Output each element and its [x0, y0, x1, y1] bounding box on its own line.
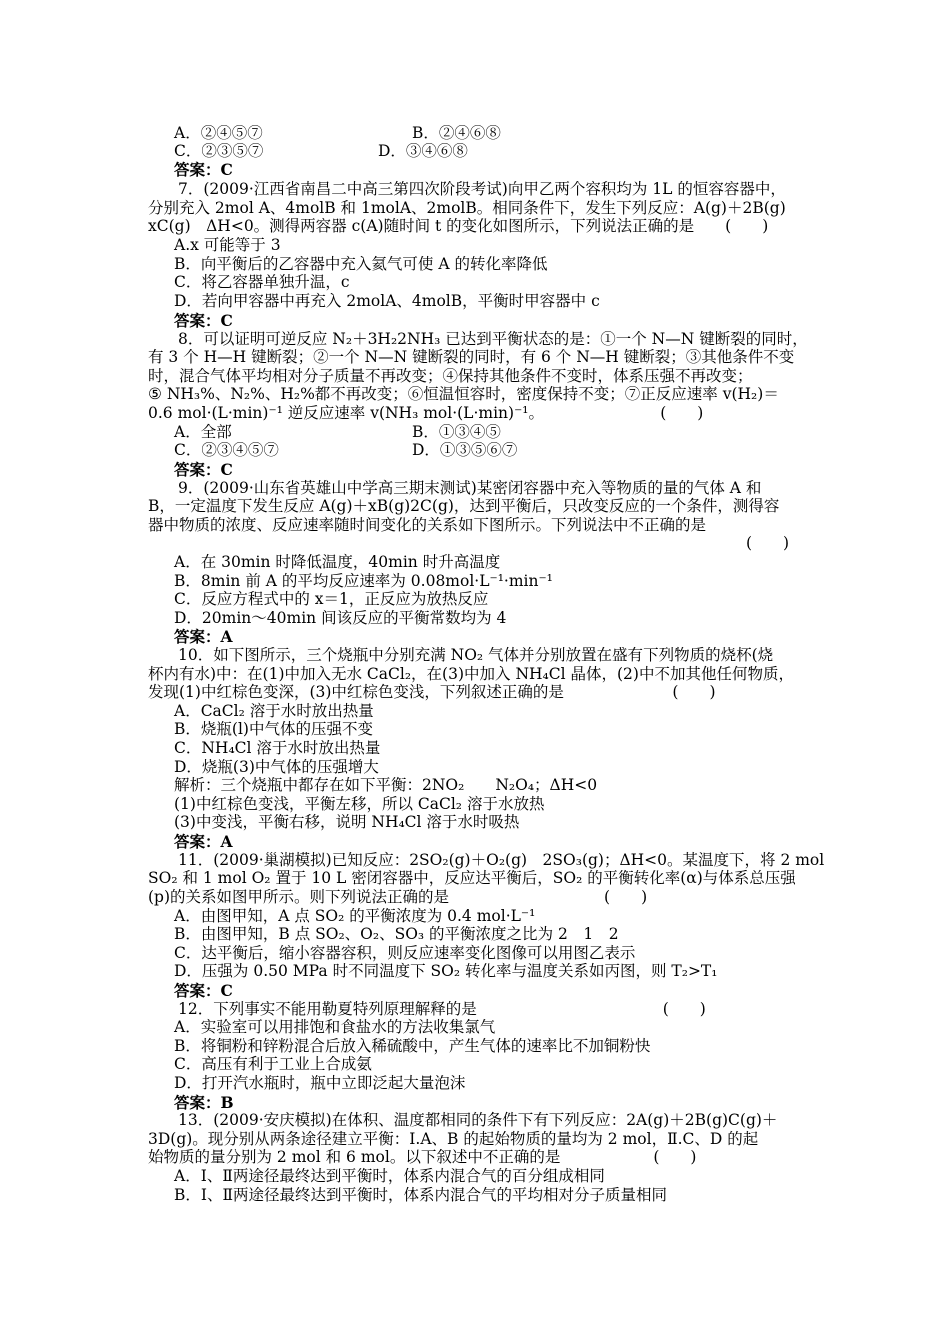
question-9-line: 器中物质的浓度、反应速率随时间变化的关系如下图所示。下列说法中不正确的是 — [148, 516, 707, 534]
option-line: A．在 30min 时降低温度，40min 时升高温度 — [174, 553, 501, 571]
question-7-line: xC(g) ΔH<0。测得两容器 c(A)随时间 t 的变化如图所示，下列说法正确的是 ( ) — [148, 217, 769, 235]
option-a: A．全部 — [174, 423, 232, 441]
question-11-line: (p)的关系如图甲所示。则下列说法正确的是 ( ) — [148, 888, 648, 906]
option-line: B．Ⅰ、Ⅱ两途径最终达到平衡时，体系内混合气的平均相对分子质量相同 — [174, 1186, 668, 1204]
question-13-line: 13．(2009·安庆模拟)在体积、温度都相同的条件下有下列反应：2A(g)＋2B(g)C(g)＋ — [178, 1111, 778, 1129]
question-8-line: ⑤ NH₃%、N₂%、H₂%都不再改变；⑥恒温恒容时，密度保持不变；⑦正反应速率 v(H₂)＝ — [148, 385, 779, 403]
answer-paren: ( ) — [746, 534, 790, 552]
option-line: B．将铜粉和锌粉混合后放入稀硫酸中，产生气体的速率比不加铜粉快 — [174, 1037, 651, 1055]
option-row — [174, 441, 800, 460]
option-c: C．②③⑤⑦ — [174, 142, 264, 160]
analysis-line: 解析：三个烧瓶中都存在如下平衡：2NO₂ N₂O₄；ΔH<0 — [174, 776, 598, 794]
analysis-line: (3)中变浅，平衡右移，说明 NH₄Cl 溶于水时吸热 — [174, 813, 520, 831]
question-9-line: B，一定温度下发生反应 A(g)＋xB(g)2C(g)，达到平衡后，只改变反应的一个条件，测得容 — [148, 497, 780, 515]
question-10-line: 发现(1)中红棕色变深，(3)中红棕色变浅，下列叙述正确的是 ( ) — [148, 683, 716, 701]
option-b: B．①③④⑤ — [412, 423, 501, 441]
answer-line: 答案：A — [174, 627, 233, 646]
option-line: D．打开汽水瓶时，瓶中立即泛起大量泡沫 — [174, 1074, 466, 1092]
question-13-line: 3D(g)。现分别从两条途径建立平衡：Ⅰ.A、B 的起始物质的量均为 2 mol，Ⅱ.C、D 的起 — [148, 1130, 759, 1148]
option-line: A．由图甲知，A 点 SO₂ 的平衡浓度为 0.4 mol·L⁻¹ — [174, 907, 536, 925]
question-9-line: 9．(2009·山东省英雄山中学高三期末测试)某密闭容器中充入等物质的量的气体 A 和 — [178, 479, 762, 497]
answer-line: 答案：B — [174, 1093, 234, 1112]
question-7-line: 分别充入 2mol A、4molB 和 1molA、2molB。相同条件下，发生下列反应：A(g)＋2B(g) — [148, 199, 786, 217]
question-12-line: 12．下列事实不能用勒夏特列原理解释的是 ( ) — [178, 1000, 706, 1018]
question-8-line: 时，混合气体平均相对分子质量不再改变；④保持其他条件不变时，体系压强不再改变； — [148, 367, 753, 385]
option-d: D．①③⑤⑥⑦ — [412, 441, 518, 459]
option-line: A．实验室可以用排饱和食盐水的方法收集氯气 — [174, 1018, 496, 1036]
option-line: B．8min 前 A 的平均反应速率为 0.08mol·L⁻¹·min⁻¹ — [174, 572, 553, 590]
question-7-line: 7．(2009·江西省南昌二中高三第四次阶段考试)向甲乙两个容积均为 1L 的恒容容器中， — [178, 180, 786, 198]
option-line: D．20min～40min 间该反应的平衡常数均为 4 — [174, 609, 507, 627]
option-line: D．压强为 0.50 MPa 时不同温度下 SO₂ 转化率与温度关系如丙图，则 T₂>T₁ — [174, 962, 718, 980]
option-line: C．NH₄Cl 溶于水时放出热量 — [174, 739, 381, 757]
analysis-line: (1)中红棕色变浅，平衡左移，所以 CaCl₂ 溶于水放热 — [174, 795, 545, 813]
question-10-line: 杯内有水)中：在(1)中加入无水 CaCl₂，在(3)中加入 NH₄Cl 晶体，(2)中不加其他任何物质， — [148, 665, 794, 683]
option-line: A．Ⅰ、Ⅱ两途径最终达到平衡时，体系内混合气的百分组成相同 — [174, 1167, 605, 1185]
option-row — [174, 124, 800, 143]
question-8-line: 有 3 个 H—H 键断裂；②一个 N—N 键断裂的同时，有 6 个 N—H 键断裂；③其他条件不变 — [148, 348, 795, 366]
question-8-line: 8．可以证明可逆反应 N₂＋3H₂2NH₃ 已达到平衡状态的是：①一个 N—N 键断裂的同时， — [178, 330, 808, 348]
option-line: D．若向甲容器中再充入 2molA、4molB，平衡时甲容器中 c — [174, 292, 600, 310]
answer-line: 答案：A — [174, 832, 233, 851]
answer-line: 答案：C — [174, 981, 233, 1000]
option-line: A．CaCl₂ 溶于水时放出热量 — [174, 702, 374, 720]
answer-line: 答案：C — [174, 311, 233, 330]
option-line: B．向平衡后的乙容器中充入氦气可使 A 的转化率降低 — [174, 255, 548, 273]
question-13-line: 始物质的量分别为 2 mol 和 6 mol。以下叙述中不正确的是 ( ) — [148, 1148, 697, 1166]
option-line: C．将乙容器单独升温，c — [174, 273, 350, 291]
option-line: C．反应方程式中的 x＝1，正反应为放热反应 — [174, 590, 489, 608]
option-line: B．烧瓶(l)中气体的压强不变 — [174, 720, 373, 738]
option-c: C．②③④⑤⑦ — [174, 441, 279, 459]
question-11-line: SO₂ 和 1 mol O₂ 置于 10 L 密闭容器中，反应达平衡后，SO₂ 的平衡转化率(α)与体系总压强 — [148, 869, 796, 887]
option-b: B．②④⑥⑧ — [412, 124, 501, 142]
answer-line: 答案：C — [174, 160, 233, 179]
option-line: D．烧瓶(3)中气体的压强增大 — [174, 758, 379, 776]
question-8-line: 0.6 mol·(L·min)⁻¹ 逆反应速率 v(NH₃ mol·(L·min)⁻¹。 ( ) — [148, 404, 704, 422]
option-d: D．③④⑥⑧ — [378, 142, 468, 160]
option-row — [174, 142, 800, 161]
option-line: A.x 可能等于 3 — [174, 236, 281, 254]
question-10-line: 10．如下图所示，三个烧瓶中分别充满 NO₂ 气体并分别放置在盛有下列物质的烧杯(烧 — [178, 646, 774, 664]
question-11-line: 11．(2009·巢湖模拟)已知反应：2SO₂(g)＋O₂(g) 2SO₃(g)；ΔH<0。某温度下，将 2 mol — [178, 851, 825, 869]
option-line: C．达平衡后，缩小容器容积，则反应速率变化图像可以用图乙表示 — [174, 944, 636, 962]
answer-line: 答案：C — [174, 460, 233, 479]
option-row — [174, 423, 800, 442]
option-a: A．②④⑤⑦ — [174, 124, 263, 142]
option-line: C．高压有利于工业上合成氨 — [174, 1055, 372, 1073]
option-line: B．由图甲知，B 点 SO₂、O₂、SO₃ 的平衡浓度之比为 2 1 2 — [174, 925, 619, 943]
